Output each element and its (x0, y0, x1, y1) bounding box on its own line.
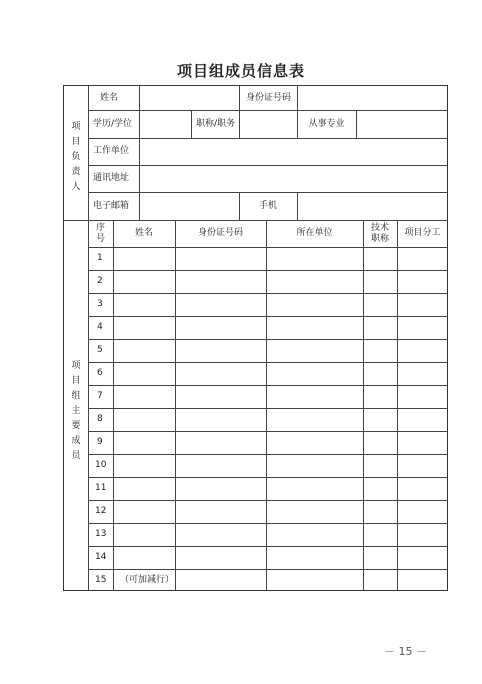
row-number: 5 (97, 345, 103, 355)
position-label: 职称/职务 (196, 118, 236, 129)
col-divider (363, 220, 364, 591)
address-label: 通讯地址 (93, 173, 130, 183)
col-divider (239, 86, 240, 110)
header-seq: 序 号 (95, 222, 105, 244)
row-divider (88, 293, 448, 294)
header-employer: 所在单位 (296, 228, 333, 238)
leader-phone-field[interactable] (297, 192, 448, 220)
leader-email-field[interactable] (139, 192, 239, 220)
row-number: 3 (97, 299, 103, 309)
row-divider (88, 339, 448, 340)
leader-name-field[interactable] (139, 86, 239, 110)
row-divider (88, 385, 448, 386)
row-number: 7 (97, 391, 103, 401)
add-remove-rows-note: （可加减行） (120, 574, 175, 585)
leader-degree-field[interactable] (139, 110, 191, 138)
row-divider (88, 546, 448, 547)
row-number: 2 (97, 276, 103, 286)
page-title: 项目组成员信息表 (176, 62, 305, 80)
row-divider (88, 454, 448, 455)
leader-section-label: 项 目 负 责 人 (71, 122, 81, 192)
row-number: 10 (95, 460, 107, 470)
row-divider (88, 316, 448, 317)
row-number: 12 (95, 506, 107, 516)
phone-label: 手机 (258, 200, 277, 211)
major-label: 从事专业 (308, 118, 345, 129)
row-number: 13 (95, 529, 107, 539)
leader-employer-field[interactable] (139, 138, 448, 165)
degree-label: 学历/学位 (93, 118, 133, 129)
row-divider (88, 247, 448, 248)
members-section-label: 项 目 组 主 要 成 员 (71, 361, 81, 461)
row-divider (88, 477, 448, 478)
header-id: 身份证号码 (197, 228, 243, 238)
row-divider (88, 500, 448, 501)
employer-label: 工作单位 (93, 146, 130, 156)
leader-major-field[interactable] (356, 110, 448, 138)
row-number: 6 (97, 368, 103, 378)
row-number: 15 (95, 574, 107, 585)
id-label: 身份证号码 (246, 92, 292, 103)
col-divider (266, 220, 267, 591)
row-number: 14 (95, 552, 107, 562)
col-divider (397, 220, 398, 591)
page-number: － 15 － (384, 645, 427, 658)
row-number: 4 (97, 322, 103, 332)
row-number: 1 (97, 253, 103, 263)
leader-id-field[interactable] (297, 86, 448, 110)
row-divider (88, 523, 448, 524)
row-divider (88, 270, 448, 271)
col-divider (191, 110, 192, 138)
header-title: 技术 职称 (370, 222, 389, 244)
header-name: 姓名 (134, 228, 153, 238)
row-divider (88, 431, 448, 432)
leader-address-field[interactable] (139, 165, 448, 192)
col-divider (113, 220, 114, 591)
col-divider (175, 220, 176, 591)
leader-position-field[interactable] (239, 110, 297, 138)
row-number: 11 (95, 483, 107, 493)
row-number: 8 (97, 414, 103, 424)
header-role: 项目分工 (404, 228, 441, 238)
row-number: 9 (97, 437, 103, 447)
row-divider (88, 408, 448, 409)
member-info-table (63, 85, 448, 591)
name-label: 姓名 (100, 92, 119, 103)
email-label: 电子邮箱 (93, 200, 130, 211)
row-divider (88, 362, 448, 363)
